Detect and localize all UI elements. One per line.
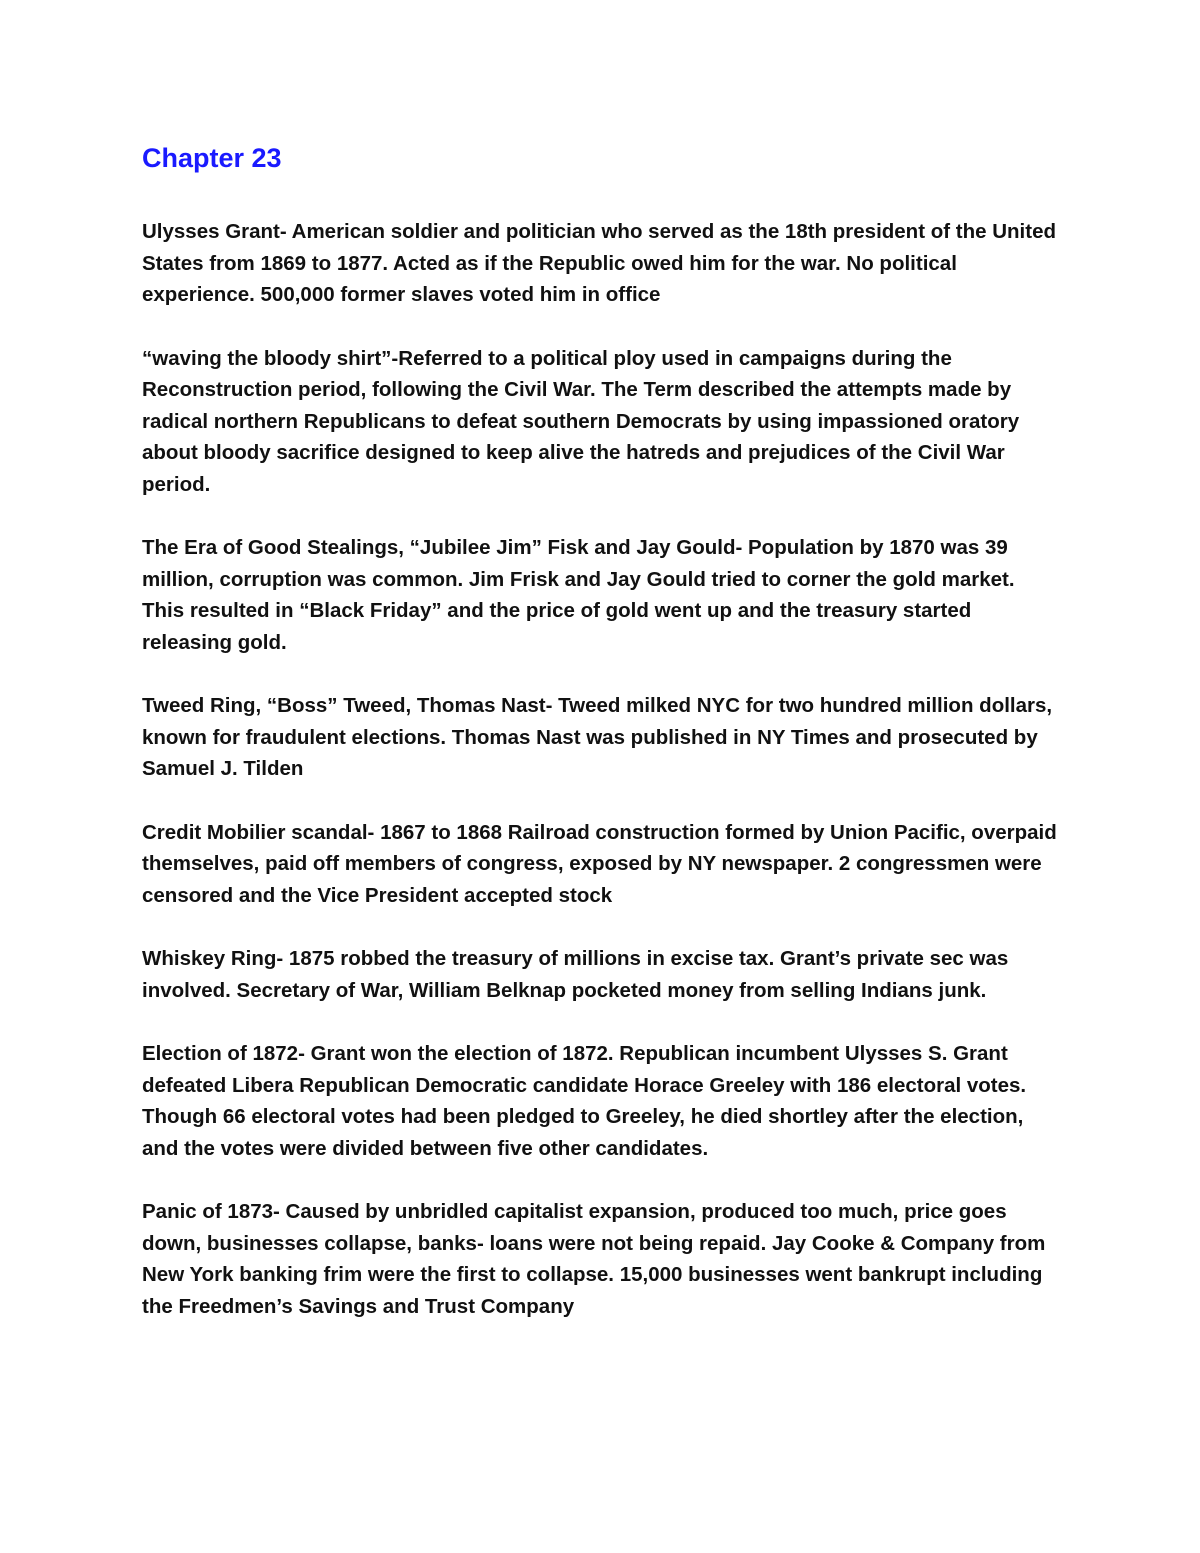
entry-election-of-1872: Election of 1872- Grant won the election of 1872. Republican incumbent Ulysses S. Grant defeated Libera Republican Democratic candidate Horace Greeley with 186 electoral votes. Though 66 electoral votes had been pledged to Greeley, he died shortley after the election, and the votes were divided between five other candidates.	[142, 1042, 1027, 1160]
entry-whiskey-ring: Whiskey Ring- 1875 robbed the treasury of millions in excise tax. Grant’s private sec was involved. Secretary of War, William Belknap pocketed money from selling Indians junk.	[142, 947, 1009, 1002]
document-body	[142, 140, 1062, 1354]
entry-tweed-ring: Tweed Ring, “Boss” Tweed, Thomas Nast- Tweed milked NYC for two hundred million dollars, known for fraudulent elections. Thomas Nast was published in NY Times and prosecuted by Samuel J. Tilden	[142, 694, 1053, 780]
entry-waving-the-bloody-shirt: “waving the bloody shirt”-Referred to a political ploy used in campaigns during the Reconstruction period, following the Civil War. The Term described the attempts made by radical northern Republicans to defeat southern Democrats by using impassioned oratory about bloody sacrifice designed to keep alive the hatreds and prejudices of the Civil War period.	[142, 346, 1020, 496]
entry-panic-of-1873: Panic of 1873- Caused by unbridled capitalist expansion, produced too much, price goes down, businesses collapse, banks- loans were not being repaid. Jay Cooke & Company from New York banking frim were the first to collapse. 15,000 businesses went bankrupt including the Freedmen’s Savings and Trust Company	[142, 1200, 1046, 1318]
entry-ulysses-grant: Ulysses Grant- American soldier and politician who served as the 18th president of the United States from 1869 to 1877. Acted as if the Republic owed him for the war. No political experience. 500,000 former slaves voted him in office	[142, 220, 1056, 306]
chapter-title: Chapter 23	[142, 143, 282, 173]
entry-credit-mobilier: Credit Mobilier scandal- 1867 to 1868 Railroad construction formed by Union Pacific, overpaid themselves, paid off members of congress, exposed by NY newspaper. 2 congressmen were censored and the Vice President accepted stock	[142, 820, 1057, 907]
entry-era-of-good-stealings: The Era of Good Stealings, “Jubilee Jim” Fisk and Jay Gould- Population by 1870 was 39 million, corruption was common. Jim Frisk and Jay Gould tried to corner the gold market. This resulted in “Black Friday” and the price of gold went up and the treasury started releasing gold.	[142, 536, 1015, 654]
